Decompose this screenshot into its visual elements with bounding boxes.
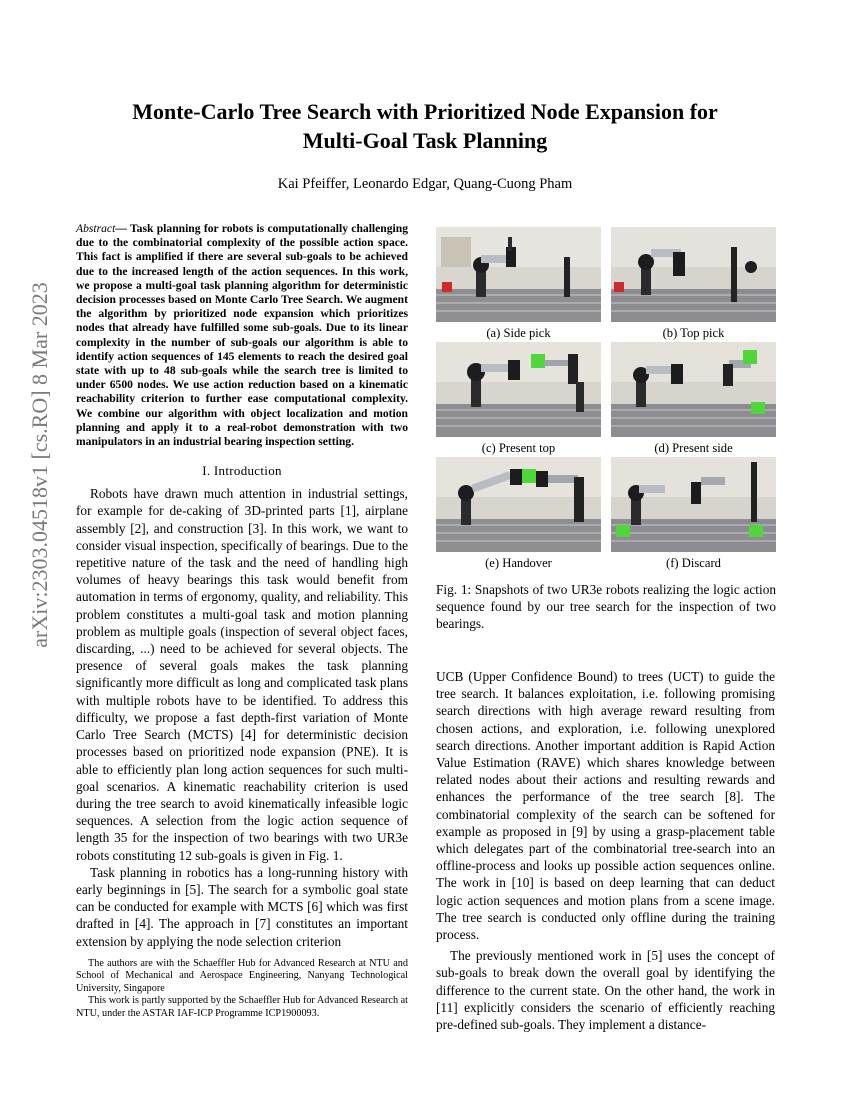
figure-panel — [611, 457, 776, 571]
intro-paragraph-1: Robots have drawn much attention in industrial settings, for example for de-caking of 3D-printed parts [1], airplane assembly [2], and construction [3]. In this work, we want to consider visual inspection, specifically of bearings. Due to the repetitive nature of the task and the need of handling high volumes of heavy bearings this task would benefit from automation in terms of ergonomy, quality, and reliability. This problem constitutes a multi-goal task and motion planning problem as multiple goals (inspection of several object faces, discarding, ...) need to be achieved for several objects. The presence of several goals makes the task planning significantly more difficult as long and complicated task plans with multiple robots have to be identified. To address this difficulty, we propose a fast depth-first variation of Monte Carlo Tree Search (MCTS) [4] for deterministic decision processes based on prioritized node expansion (PNE). It is able to efficiently plan long action sequences for such multi-goal scenarios. A kinematic reachability criterion is used during the tree search to avoid kinematically infeasible logic sequences. A selection from the logic action sequence of length 35 for the inspection of two bearings with two UR3e robots constituting 12 sub-goals is given in Fig. 1. — [76, 486, 408, 863]
footnote-funding: This work is partly supported by the Schaeffler Hub for Advanced Research at NTU, under the ASTAR IAF-ICP Programme ICP1900093. — [76, 995, 408, 1019]
author-list: Kai Pfeiffer, Leonardo Edgar, Quang-Cuong Pham — [277, 176, 573, 192]
panel-caption: (a) Side pick — [486, 326, 551, 340]
title-line-1: Monte-Carlo Tree Search with Prioritized Node Expansion for — [132, 99, 718, 124]
title-line-2: Multi-Goal Task Planning — [302, 128, 548, 153]
right-paragraph-1: UCB (Upper Confidence Bound) to trees (UCT) to guide the tree search. It balances exploitation, i.e. following promising search directions with high average reward resulting from chosen actions, and exploration, i.e. following unexplored search directions. Another important addition is Rapid Action Value Estimation (RAVE) which shares knowledge between related nodes about their actions and resulting rewards and enhances the performance of the tree search [8]. The combinatorial complexity of the search can be softened for example as proposed in [9] by using a grasp-placement table which delegates part of the combinatorial tree-search into an offline-process and looks up possible action sequences online. The work in [10] is based on deep learning that can deduct logic action sequences and motion plans from a scene image. The tree search is conducted only offline during the training process. — [436, 669, 775, 943]
figure-1 — [436, 227, 776, 570]
footnote — [76, 958, 408, 1020]
figure-panel — [436, 342, 601, 456]
panel-caption: (e) Handover — [485, 556, 552, 570]
robot-photo-handover — [436, 457, 601, 552]
right-column — [436, 668, 775, 1033]
robot-photo-present-side — [611, 342, 776, 437]
figure-caption: Fig. 1: Snapshots of two UR3e robots realizing the logic action sequence found by our tree search for the inspection of two bearings. — [436, 582, 776, 631]
figure-panel — [436, 457, 601, 571]
panel-caption: (f) Discard — [666, 556, 721, 570]
arxiv-sidebar-stamp — [20, 282, 60, 648]
section-heading-introduction: I. Introduction — [202, 463, 282, 479]
right-paragraph-2: The previously mentioned work in [5] uses the concept of sub-goals to break down the overall goal by identifying the difference to the current state. On the other hand, the work in [11] explicitly considers the scenario of efficiently reaching pre-defined sub-goals. They implement a distance- — [436, 948, 775, 1033]
panel-caption: (b) Top pick — [662, 326, 725, 340]
robot-photo-side-pick — [436, 227, 601, 322]
paper-title — [60, 97, 790, 155]
figure-panel — [611, 342, 776, 456]
robot-photo-top-pick — [611, 227, 776, 322]
left-column — [76, 222, 408, 950]
panel-caption: (d) Present side — [654, 441, 733, 455]
robot-photo-present-top — [436, 342, 601, 437]
abstract — [76, 222, 408, 449]
footnote-affiliation: The authors are with the Schaeffler Hub for Advanced Research at NTU and School of Mechanical and Aerospace Engineering, Nanyang Technological University, Singapore — [76, 958, 408, 994]
abstract-text: — Task planning for robots is computationally challenging due to the combinatorial complexity of the possible action space. This fact is amplified if there are several sub-goals to be achieved due to the increased length of the action sequences. In this work, we propose a multi-goal task planning algorithm for deterministic decision processes based on Monte Carlo Tree Search. We augment the algorithm by prioritized node expansion which prioritizes nodes that already have fulfilled some sub-goals. Due to its linear complexity in the number of sub-goals our algorithm is able to identify action sequences of 145 elements to reach the desired goal state with up to 48 sub-goals while the search tree is limited to under 6500 nodes. We use action reduction based on a kinematic reachability criterion to further ease computational complexity. We combine our algorithm with object localization and motion planning and apply it to a real-robot demonstration with two manipulators in an industrial bearing inspection setting. — [76, 222, 408, 449]
figure-panel — [436, 227, 601, 341]
figure-grid — [436, 227, 776, 570]
arxiv-id: arXiv:2303.04518v1 [cs.RO] 8 Mar 2023 — [27, 282, 52, 648]
figure-panel — [611, 227, 776, 341]
abstract-label: Abstract — [76, 222, 116, 235]
intro-paragraph-2: Task planning in robotics has a long-running history with early beginnings in [5]. The search for a symbolic goal state can be conducted for example with MCTS [6] which was first drafted in [4]. The approach in [7] constitutes an important extension by applying the node selection criterion — [76, 864, 408, 949]
robot-photo-discard — [611, 457, 776, 552]
panel-caption: (c) Present top — [481, 441, 556, 455]
